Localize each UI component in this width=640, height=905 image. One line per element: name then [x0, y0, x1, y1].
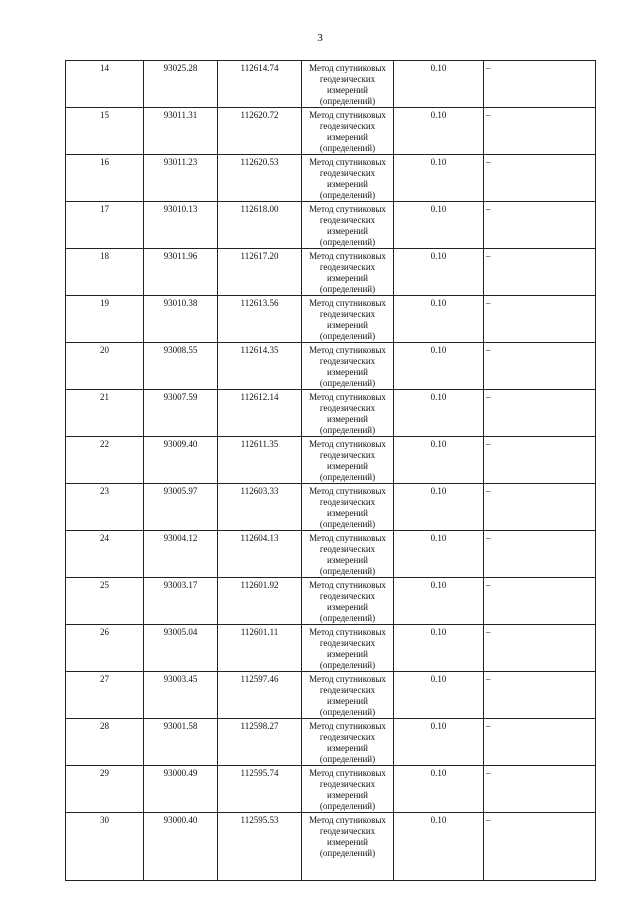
- table-row: [66, 625, 596, 672]
- y-coordinate-cell: 112595.53: [218, 813, 302, 881]
- x-coordinate-cell: 93010.13: [144, 202, 218, 249]
- table-row: [66, 296, 596, 343]
- note-cell: –: [484, 343, 596, 390]
- x-coordinate-cell: 93005.04: [144, 625, 218, 672]
- x-coordinate-cell: 93025.28: [144, 61, 218, 108]
- accuracy-cell: 0.10: [394, 578, 484, 625]
- point-number-cell: 23: [66, 484, 144, 531]
- coordinates-table-body: [66, 61, 596, 881]
- table-row: [66, 484, 596, 531]
- table-row: [66, 390, 596, 437]
- y-coordinate-cell: 112611.35: [218, 437, 302, 484]
- x-coordinate-cell: 93000.49: [144, 766, 218, 813]
- point-number-cell: 24: [66, 531, 144, 578]
- accuracy-cell: 0.10: [394, 766, 484, 813]
- x-coordinate-cell: 93011.23: [144, 155, 218, 202]
- note-cell: –: [484, 155, 596, 202]
- table-row: [66, 202, 596, 249]
- method-cell: Метод спутниковых геодезических измерений (определений): [302, 766, 394, 813]
- table-row: [66, 108, 596, 155]
- point-number-cell: 17: [66, 202, 144, 249]
- y-coordinate-cell: 112620.53: [218, 155, 302, 202]
- point-number-cell: 14: [66, 61, 144, 108]
- table-row: [66, 578, 596, 625]
- method-cell: Метод спутниковых геодезических измерений (определений): [302, 61, 394, 108]
- method-cell: Метод спутниковых геодезических измерений (определений): [302, 249, 394, 296]
- y-coordinate-cell: 112598.27: [218, 719, 302, 766]
- x-coordinate-cell: 93005.97: [144, 484, 218, 531]
- y-coordinate-cell: 112617.20: [218, 249, 302, 296]
- note-cell: –: [484, 813, 596, 881]
- table-row: [66, 343, 596, 390]
- accuracy-cell: 0.10: [394, 108, 484, 155]
- point-number-cell: 25: [66, 578, 144, 625]
- x-coordinate-cell: 93000.40: [144, 813, 218, 881]
- note-cell: –: [484, 578, 596, 625]
- accuracy-cell: 0.10: [394, 296, 484, 343]
- x-coordinate-cell: 93007.59: [144, 390, 218, 437]
- accuracy-cell: 0.10: [394, 390, 484, 437]
- method-cell: Метод спутниковых геодезических измерений (определений): [302, 437, 394, 484]
- point-number-cell: 30: [66, 813, 144, 881]
- table-row: [66, 249, 596, 296]
- note-cell: –: [484, 437, 596, 484]
- method-cell: Метод спутниковых геодезических измерений (определений): [302, 813, 394, 881]
- method-cell: Метод спутниковых геодезических измерений (определений): [302, 484, 394, 531]
- y-coordinate-cell: 112612.14: [218, 390, 302, 437]
- note-cell: –: [484, 61, 596, 108]
- table-row: [66, 813, 596, 881]
- method-cell: Метод спутниковых геодезических измерений (определений): [302, 202, 394, 249]
- table-row: [66, 766, 596, 813]
- y-coordinate-cell: 112597.46: [218, 672, 302, 719]
- accuracy-cell: 0.10: [394, 437, 484, 484]
- point-number-cell: 28: [66, 719, 144, 766]
- x-coordinate-cell: 93003.17: [144, 578, 218, 625]
- accuracy-cell: 0.10: [394, 531, 484, 578]
- accuracy-cell: 0.10: [394, 155, 484, 202]
- method-cell: Метод спутниковых геодезических измерений (определений): [302, 531, 394, 578]
- accuracy-cell: 0.10: [394, 672, 484, 719]
- point-number-cell: 19: [66, 296, 144, 343]
- method-cell: Метод спутниковых геодезических измерений (определений): [302, 578, 394, 625]
- table-row: [66, 61, 596, 108]
- note-cell: –: [484, 766, 596, 813]
- x-coordinate-cell: 93011.96: [144, 249, 218, 296]
- method-cell: Метод спутниковых геодезических измерений (определений): [302, 343, 394, 390]
- point-number-cell: 21: [66, 390, 144, 437]
- y-coordinate-cell: 112614.35: [218, 343, 302, 390]
- accuracy-cell: 0.10: [394, 249, 484, 296]
- x-coordinate-cell: 93009.40: [144, 437, 218, 484]
- note-cell: –: [484, 672, 596, 719]
- accuracy-cell: 0.10: [394, 202, 484, 249]
- note-cell: –: [484, 202, 596, 249]
- page-number: 3: [317, 32, 323, 44]
- table-row: [66, 719, 596, 766]
- note-cell: –: [484, 625, 596, 672]
- y-coordinate-cell: 112601.11: [218, 625, 302, 672]
- accuracy-cell: 0.10: [394, 813, 484, 881]
- table-row: [66, 437, 596, 484]
- x-coordinate-cell: 93001.58: [144, 719, 218, 766]
- point-number-cell: 15: [66, 108, 144, 155]
- note-cell: –: [484, 296, 596, 343]
- method-cell: Метод спутниковых геодезических измерений (определений): [302, 155, 394, 202]
- note-cell: –: [484, 531, 596, 578]
- point-number-cell: 16: [66, 155, 144, 202]
- x-coordinate-cell: 93004.12: [144, 531, 218, 578]
- method-cell: Метод спутниковых геодезических измерений (определений): [302, 672, 394, 719]
- method-cell: Метод спутниковых геодезических измерений (определений): [302, 625, 394, 672]
- method-cell: Метод спутниковых геодезических измерений (определений): [302, 296, 394, 343]
- note-cell: –: [484, 390, 596, 437]
- y-coordinate-cell: 112604.13: [218, 531, 302, 578]
- accuracy-cell: 0.10: [394, 719, 484, 766]
- note-cell: –: [484, 719, 596, 766]
- point-number-cell: 22: [66, 437, 144, 484]
- method-cell: Метод спутниковых геодезических измерений (определений): [302, 390, 394, 437]
- point-number-cell: 26: [66, 625, 144, 672]
- point-number-cell: 27: [66, 672, 144, 719]
- note-cell: –: [484, 249, 596, 296]
- point-number-cell: 18: [66, 249, 144, 296]
- point-number-cell: 20: [66, 343, 144, 390]
- x-coordinate-cell: 93010.38: [144, 296, 218, 343]
- accuracy-cell: 0.10: [394, 625, 484, 672]
- note-cell: –: [484, 484, 596, 531]
- y-coordinate-cell: 112603.33: [218, 484, 302, 531]
- y-coordinate-cell: 112620.72: [218, 108, 302, 155]
- y-coordinate-cell: 112595.74: [218, 766, 302, 813]
- table-row: [66, 155, 596, 202]
- y-coordinate-cell: 112614.74: [218, 61, 302, 108]
- accuracy-cell: 0.10: [394, 61, 484, 108]
- note-cell: –: [484, 108, 596, 155]
- x-coordinate-cell: 93003.45: [144, 672, 218, 719]
- method-cell: Метод спутниковых геодезических измерений (определений): [302, 108, 394, 155]
- y-coordinate-cell: 112618.00: [218, 202, 302, 249]
- y-coordinate-cell: 112601.92: [218, 578, 302, 625]
- table-row: [66, 531, 596, 578]
- point-number-cell: 29: [66, 766, 144, 813]
- x-coordinate-cell: 93008.55: [144, 343, 218, 390]
- method-cell: Метод спутниковых геодезических измерений (определений): [302, 719, 394, 766]
- accuracy-cell: 0.10: [394, 343, 484, 390]
- y-coordinate-cell: 112613.56: [218, 296, 302, 343]
- accuracy-cell: 0.10: [394, 484, 484, 531]
- table-row: [66, 672, 596, 719]
- x-coordinate-cell: 93011.31: [144, 108, 218, 155]
- coordinates-table: [65, 60, 596, 881]
